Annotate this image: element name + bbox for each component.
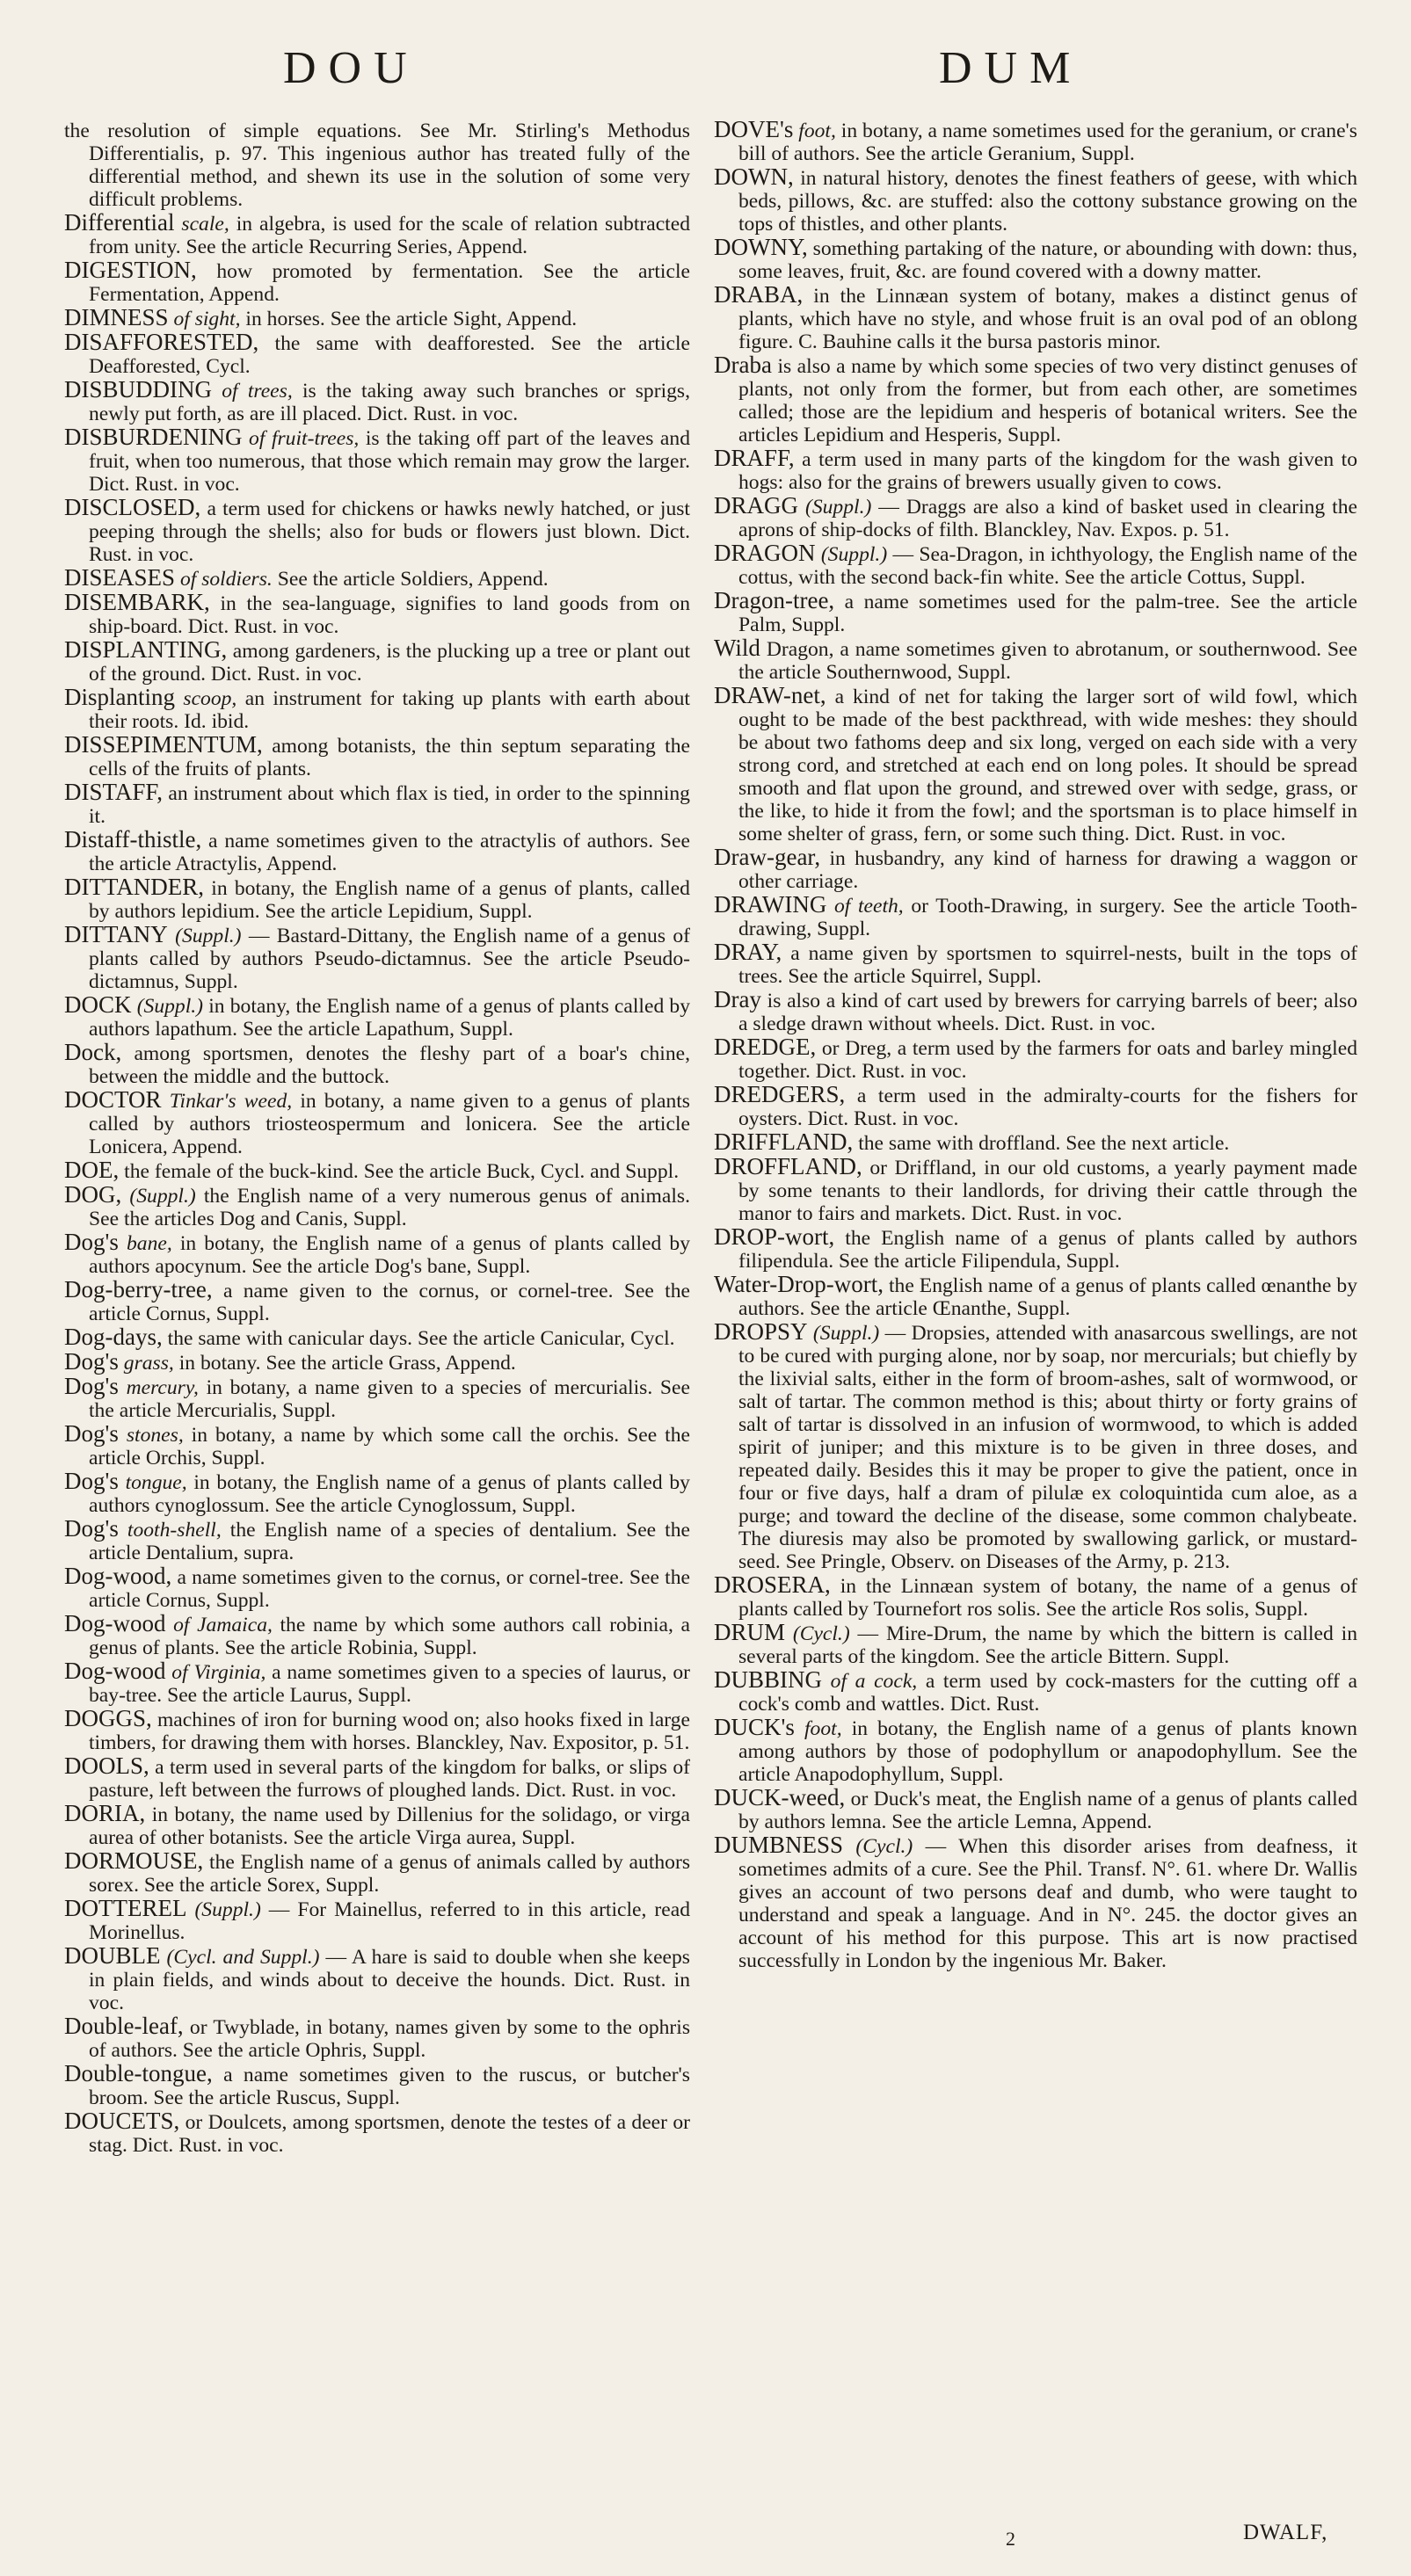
dictionary-entry [714,636,1357,684]
entry-definition: — Bastard-Dittany, the English name of a genus of plants called by authors Pseudo-dictamnus. See the article Pseudo-dictamnus, Suppl. [89,925,691,993]
dictionary-entry [64,1375,690,1422]
entry-definition: a name sometimes given to a species of laurus, or bay-tree. See the article Laurus, Suppl. [89,1661,691,1707]
dictionary-entry [64,1158,690,1183]
entry-definition: in botany, the English name of a genus of plants called by authors cynoglossum. See the article Cynoglossum, Suppl. [89,1471,690,1517]
entry-headword: DROPSY [714,1318,808,1345]
dictionary-entry [64,1944,690,2014]
dictionary-entry [714,845,1357,893]
dictionary-entry [64,2014,690,2062]
entry-definition: a name given by sportsmen to squirrel-nests, built in the tops of trees. See the article Squirrel, Suppl. [738,942,1357,988]
entry-headword: DOVE's [714,116,794,142]
entry-qualifier: of Jamaica, [173,1614,273,1636]
entry-definition: is the taking off part of the leaves and fruit, when too numerous, that those which remain may grow the larger. Dict. Rust. in voc. [89,427,690,496]
entry-headword: DRAGON [714,540,816,566]
entry-definition: or Twyblade, in botany, names given by some to the ophris of authors. See the article Ophris, Suppl. [89,2016,691,2062]
entry-definition: in botany, the English name of a genus of plants, called by authors lepidium. See the article Lepidium, Suppl. [89,877,690,923]
entry-qualifier: (Suppl.) [820,543,888,566]
entry-headword: Double-leaf, [64,2013,184,2039]
dictionary-entry [714,1833,1357,1972]
entry-headword: Draw-gear, [714,844,821,870]
entry-definition: how promoted by fermentation. See the article Fermentation, Append. [89,260,690,306]
dictionary-entry [64,1183,690,1230]
entry-headword: DOUCETS, [64,2108,180,2134]
entry-headword: DIGESTION, [64,257,197,283]
entry-headword: DORMOUSE, [64,1847,204,1874]
entry-definition: in botany, the English name of a genus of plants called by authors lapathum. See the article Lapathum, Suppl. [89,995,690,1041]
entry-headword: DISSEPIMENTUM, [64,731,263,758]
entry-headword: DROSERA, [714,1571,831,1598]
entry-definition: See the article Soldiers, Append. [277,568,549,591]
entry-qualifier: of Virginia, [171,1661,266,1684]
entry-definition: a term used in the admiralty-courts for the fishers for oysters. Dict. Rust. in voc. [738,1085,1357,1130]
entry-headword: DUCK-weed, [714,1784,846,1810]
entry-headword: Displanting [64,684,175,710]
dictionary-entry [64,733,690,780]
dictionary-entry [64,1564,690,1612]
dictionary-entry [64,118,690,211]
entry-headword: DISCLOSED, [64,494,201,520]
dictionary-entry [714,1716,1357,1786]
entry-qualifier: foot, [798,120,836,142]
dictionary-entry [714,893,1357,940]
dictionary-entry [64,258,690,306]
entry-definition: the name by which some authors call robinia, a genus of plants. See the article Robinia, Suppl. [89,1614,690,1659]
entry-qualifier: (Suppl.) [136,995,204,1018]
dictionary-entry [64,1612,690,1659]
entry-definition: in husbandry, any kind of harness for drawing a waggon or other carriage. [738,847,1357,893]
entry-definition: the English name of a species of dentalium. See the article Dentalium, supra. [89,1519,691,1564]
dictionary-entry [64,780,690,828]
dictionary-entry [714,1320,1357,1573]
entry-definition: in algebra, is used for the scale of relation subtracted from unity. See the article Recurring Series, Append. [89,213,691,258]
entry-definition: the English name of a genus of plants called œnanthe by authors. See the article Œnanthe, Suppl. [738,1274,1357,1320]
entry-definition: the English name of a very numerous genus of animals. See the articles Dog and Canis, Suppl. [89,1185,690,1230]
dictionary-entry [64,1230,690,1278]
entry-definition: a term used in several parts of the kingdom for balks, or slips of pasture, left between the furrows of ploughed lands. Dict. Rust. in voc. [89,1756,690,1802]
entry-definition: in botany. See the article Grass, Append. [178,1352,516,1375]
entry-headword: DOWNY, [714,234,808,260]
dictionary-entry [714,684,1357,845]
entry-headword: Wild [714,635,760,661]
entry-headword: DOE, [64,1157,120,1183]
right-column [714,118,1357,1972]
dictionary-entry [714,165,1357,236]
entry-qualifier: of trees, [222,380,293,403]
dictionary-entry [64,378,690,425]
entry-headword: DRAWING [714,891,827,918]
entry-definition: is also a name by which some species of two very distinct genuses of plants, not only from the former, but from each other, are sometimes called; those are the lepidium and hesperis of botanical writers. See the articles Lepidium and Hesperis, Suppl. [738,355,1357,446]
entry-headword: Dog-days, [64,1324,163,1350]
entry-headword: DISAFFORESTED, [64,329,259,355]
entry-definition: in botany, a name given to a genus of plants called by authors triosteospermum and lonicera. See the article Lonicera, Append. [89,1090,690,1158]
dictionary-entry [64,330,690,378]
entry-headword: Distaff-thistle, [64,826,202,853]
entry-definition: — Draggs are also a kind of basket used in clearing the aprons of ship-docks of filth. Blanckley, Nav. Expos. p. 51. [738,496,1357,541]
entry-definition: the same with droffland. See the next article. [858,1132,1230,1155]
entry-headword: Dog-wood [64,1610,166,1636]
entry-qualifier: of a cock, [830,1670,918,1693]
entry-headword: Dock, [64,1039,122,1065]
entry-definition: is the taking away such branches or sprigs, newly put forth, as are ill placed. Dict. Rust. in voc. [89,380,690,425]
entry-headword: DUBBING [714,1666,823,1693]
entry-qualifier: (Suppl.) [804,496,872,519]
entry-qualifier: (Suppl.) [812,1322,880,1345]
dictionary-entry [714,353,1357,446]
dictionary-entry [714,1621,1357,1668]
entry-definition: or Tooth-Drawing, in surgery. See the article Tooth-drawing, Suppl. [738,895,1358,940]
dictionary-entry [64,591,690,638]
entry-headword: Draba [714,352,772,378]
dictionary-entry [714,541,1357,589]
entry-headword: DOG, [64,1181,122,1208]
entry-definition: in the Linnæan system of botany, the name of a genus of plants called by Tournefort ros solis. See the article Ros solis, Suppl. [738,1575,1358,1621]
dictionary-entry [714,494,1357,541]
entry-headword: Water-Drop-wort, [714,1271,884,1297]
dictionary-entry [64,1849,690,1897]
entry-definition: an instrument for taking up plants with earth about their roots. Id. ibid. [89,687,690,733]
entry-qualifier: of soldiers. [179,568,273,591]
entry-definition: a term used by cock-masters for the cutting off a cock's comb and wattles. Dict. Rust. [738,1670,1357,1716]
entry-definition: a name given to the cornus, or cornel-tree. See the article Cornus, Suppl. [89,1280,690,1325]
entry-definition: the female of the buck-kind. See the article Buck, Cycl. and Suppl. [124,1160,680,1183]
entry-headword: DREDGERS, [714,1081,846,1107]
entry-headword: DRAY, [714,939,782,965]
entry-headword: Dray [714,986,761,1012]
entry-definition: or Duck's meat, the English name of a genus of plants called by authors lemna. See the article Lemna, Append. [738,1788,1357,1833]
entry-qualifier: tooth-shell, [127,1519,222,1542]
entry-headword: DROFFLAND, [714,1153,862,1179]
entry-definition: — When this disorder arises from deafness, it sometimes admits of a cure. See the Phil. Transf. N°. 61. where Dr. Wallis gives an account of two persons deaf and dumb, who were taught to understand and speak a language. And in N°. 245. the doctor gives an account of his method for this purpose. This art is now practised successfully in London by the ingenious Mr. Baker. [738,1835,1357,1972]
entry-definition: in natural history, denotes the finest feathers of geese, with which beds, pillows, &c. are stuffed: also the cottony substance growing on the tops of thistles, and other plants. [738,167,1357,236]
entry-definition: or Doulcets, among sportsmen, denote the testes of a deer or stag. Dict. Rust. in voc. [89,2111,690,2157]
dictionary-entry [64,2062,690,2109]
entry-definition: the resolution of simple equations. See Mr. Stirling's Methodus Differentialis, p. 97. This ingenious author has treated fully of the differential method, and shewn its use in the solution of some very difficult problems. [64,120,690,211]
entry-definition: a name sometimes given to the atractylis of authors. See the article Atractylis, Append. [89,830,690,875]
entry-headword: DORIA, [64,1800,146,1826]
entry-definition: a name sometimes given to the ruscus, or butcher's broom. See the article Ruscus, Suppl. [89,2064,690,2109]
entry-definition: — For Mainellus, referred to in this article, read Morinellus. [89,1898,690,1944]
entry-qualifier: bane, [126,1232,172,1255]
entry-definition: in horses. See the article Sight, Append. [245,308,578,330]
entry-definition: in the Linnæan system of botany, makes a distinct genus of plants, which have no style, and whose fruit is an oval pod of an oblong figure. C. Bauhine calls it the bursa pastoris minor. [738,285,1357,353]
entry-definition: in botany, a name by which some call the orchis. See the article Orchis, Suppl. [89,1424,690,1469]
entry-qualifier: stones, [126,1424,184,1447]
dictionary-entry [64,1350,690,1375]
entry-qualifier: (Cycl.) [792,1622,850,1645]
entry-headword: DOCK [64,991,132,1018]
dictionary-entry [714,1573,1357,1621]
entry-qualifier: Tinkar's weed, [169,1090,293,1113]
left-column [64,118,690,2157]
entry-headword: DROP-wort, [714,1223,835,1250]
dictionary-entry [714,988,1357,1035]
dictionary-entry [64,1325,690,1350]
dictionary-entry [64,1659,690,1707]
entry-qualifier: of teeth, [833,895,904,918]
dictionary-entry [714,1130,1357,1155]
dictionary-entry [64,1278,690,1325]
running-header [0,42,1411,104]
entry-definition: — Mire-Drum, the name by which the bittern is called in several parts of the kingdom. See the article Bittern. Suppl. [738,1622,1357,1668]
dictionary-entry [64,425,690,496]
entry-definition: — A hare is said to double when she keeps in plain fields, and winds about to deceive the hounds. Dict. Rust. in voc. [89,1946,690,2014]
dictionary-entry [714,236,1357,283]
catchword: DWALF, [1243,2521,1328,2544]
entry-headword: DITTANY [64,921,168,947]
entry-definition: the same with canicular days. See the article Canicular, Cycl. [167,1327,675,1350]
entry-headword: Dog's [64,1420,119,1447]
entry-definition: or Driffland, in our old customs, a yearly payment made by some tenants to their landlords, for driving their cattle through the manor to fairs and markets. Dict. Rust. in voc. [738,1157,1357,1225]
dictionary-entry [64,1517,690,1564]
entry-headword: DRUM [714,1619,786,1645]
entry-qualifier: (Suppl.) [194,1898,261,1921]
entry-definition: among botanists, the thin septum separating the cells of the fruits of plants. [89,735,691,780]
entry-definition: a term used for chickens or hawks newly hatched, or just peeping through the shells; also for buds or flowers just blown. Dict. Rust. in voc. [89,497,690,566]
entry-headword: DOTTEREL [64,1895,187,1921]
entry-headword: DISTAFF, [64,779,163,805]
dictionary-entry [714,446,1357,494]
page-number: 2 [1006,2528,1015,2550]
entry-headword: Dog-wood [64,1658,166,1684]
dictionary-entry [64,496,690,566]
dictionary-entry [714,1668,1357,1716]
entry-headword: DUCK's [714,1714,795,1740]
dictionary-entry [714,118,1357,165]
entry-headword: DOUBLE [64,1942,161,1969]
entry-qualifier: scoop, [183,687,237,710]
dictionary-entry [64,1897,690,1944]
dictionary-entry [714,940,1357,988]
entry-definition: in botany, the English name of a genus of plants known among authors by those of podophyllum or anapodophyllum. See the article Anapodophyllum, Suppl. [738,1717,1357,1786]
dictionary-entry [714,283,1357,353]
dictionary-entry [714,589,1357,636]
dictionary-entry [714,1786,1357,1833]
entry-headword: DRAFF, [714,445,795,471]
entry-headword: DISEASES [64,564,176,591]
entry-qualifier: foot, [804,1717,842,1740]
dictionary-entry [714,1083,1357,1130]
entry-headword: DRIFFLAND, [714,1128,854,1155]
entry-headword: DISPLANTING, [64,636,228,663]
entry-definition: Dragon, a name sometimes given to abrotanum, or southernwood. See the article Southernwood, Suppl. [738,638,1358,684]
dictionary-entry [64,1469,690,1517]
entry-definition: in botany, a name given to a species of mercurialis. See the article Mercurialis, Suppl. [89,1376,690,1422]
entry-headword: Dog's [64,1515,119,1542]
dictionary-entry [64,923,690,993]
entry-headword: DOOLS, [64,1752,149,1779]
entry-headword: DOGGS, [64,1705,152,1731]
entry-qualifier: of fruit-trees, [249,427,360,450]
entry-definition: — Sea-Dragon, in ichthyology, the English name of the cottus, with the second back-fin white. See the article Cottus, Suppl. [738,543,1357,589]
entry-headword: Dragon-tree, [714,587,835,613]
entry-definition: a name sometimes used for the palm-tree. See the article Palm, Suppl. [738,591,1357,636]
entry-headword: Dog's [64,1373,119,1399]
dictionary-entry [64,1088,690,1158]
right-headword: DUM [939,43,1083,93]
entry-qualifier: (Suppl.) [129,1185,196,1208]
entry-headword: Differential [64,209,175,236]
entry-definition: in botany, a name sometimes used for the geranium, or crane's bill of authors. See the article Geranium, Suppl. [738,120,1357,165]
entry-headword: DREDGE, [714,1034,817,1060]
entry-qualifier: grass, [123,1352,174,1375]
entry-headword: Dog's [64,1468,119,1494]
entry-definition: something partaking of the nature, or abounding with down: thus, some leaves, fruit, &c. are found covered with a downy matter. [738,237,1358,283]
entry-headword: DITTANDER, [64,874,205,900]
dictionary-entry [64,1802,690,1849]
entry-qualifier: (Suppl.) [175,925,242,947]
entry-definition: the English name of a genus of animals called by authors sorex. See the article Sorex, Suppl. [89,1851,691,1897]
entry-definition: or Dreg, a term used by the farmers for oats and barley mingled together. Dict. Rust. in voc. [738,1037,1358,1083]
entry-definition: among gardeners, is the plucking up a tree or plant out of the ground. Dict. Rust. in voc. [89,640,691,686]
dictionary-entry [64,1754,690,1802]
dictionary-entry [64,566,690,591]
dictionary-entry [64,1041,690,1088]
entry-headword: DISBUDDING [64,376,212,403]
entry-headword: DRAGG [714,492,799,519]
entry-definition: is also a kind of cart used by brewers for carrying barrels of beer; also a sledge drawn without wheels. Dict. Rust. in voc. [738,990,1357,1035]
left-headword: DOU [283,43,419,93]
dictionary-entry [64,828,690,875]
entry-qualifier: mercury, [126,1376,199,1399]
entry-headword: DISEMBARK, [64,589,210,615]
dictionary-entry [64,2109,690,2157]
entry-headword: Dog's [64,1229,119,1255]
entry-headword: DRAW-net, [714,682,826,708]
dictionary-entry [64,211,690,258]
entry-definition: — Dropsies, attended with anasarcous swellings, are not to be cured with purging alone, nor by soap, nor mercurials; but chiefly by the lixivial salts, either in the form of broom-ashes, salt of wormwood, or salt of tartar. The common method is this; about thirty or forty grains of salt of tartar is dissolved in an infusion of wormwood, to which is added spirit of juniper; and this mixture is to be given in three doses, and repeated daily. Besides this it may be proper to give the patient, once in four or five days, half a dram of pilulæ ex coloquintida cum aloe, as a purge; and toward the decline of the disease, some common chalybeate. The diuresis may also be promoted by swallowing garlick, or mustard-seed. See Pringle, Observ. on Diseases of the Army, p. 213. [738,1322,1357,1573]
entry-qualifier: tongue, [125,1471,187,1494]
dictionary-entry [714,1225,1357,1273]
entry-definition: the English name of a genus of plants called by authors filipendula. See the article Filipendula, Suppl. [738,1227,1357,1273]
entry-qualifier: (Cycl.) [855,1835,913,1858]
entry-definition: machines of iron for burning wood on; also hooks fixed in large timbers, for drawing them with horses. Blanckley, Nav. Expositor, p. 51. [89,1709,690,1754]
entry-headword: DUMBNESS [714,1832,844,1858]
entry-headword: Double-tongue, [64,2060,213,2086]
dictionary-entry [64,1707,690,1754]
dictionary-entry [714,1155,1357,1225]
dictionary-entry [64,638,690,686]
entry-definition: a name sometimes given to the cornus, or cornel-tree. See the article Cornus, Suppl. [89,1566,691,1612]
entry-headword: Dog-wood, [64,1563,172,1589]
entry-definition: an instrument about which flax is tied, in order to the spinning it. [89,782,690,828]
entry-definition: the same with deafforested. See the article Deafforested, Cycl. [89,332,690,378]
entry-headword: Dog's [64,1348,119,1375]
dictionary-entry [64,875,690,923]
entry-qualifier: (Cycl. and Suppl.) [166,1946,320,1969]
entry-definition: a kind of net for taking the larger sort of wild fowl, which ought to be made of the best packthread, with wide meshes: they should be about two fathoms deep and six long, verged on each side with a very strong cord, and stretched at each end on long poles. It should be spread smooth and flat upon the ground, and strewed over with sedge, grass, or the like, to hide it from the fowl; and the sportsman is to place himself in some shelter of grass, fern, or some such thing. Dict. Rust. in voc. [738,686,1357,845]
entry-headword: DOWN, [714,163,794,190]
entry-definition: in the sea-language, signifies to land goods from on ship-board. Dict. Rust. in voc. [89,592,690,638]
entry-headword: DRABA, [714,281,804,308]
entry-definition: in botany, the name used by Dillenius for the solidago, or virga aurea of other botanists. See the article Virga aurea, Suppl. [89,1803,690,1849]
dictionary-entry [714,1035,1357,1083]
dictionary-entry [64,993,690,1041]
dictionary-entry [64,1422,690,1469]
entry-headword: DOCTOR [64,1086,162,1113]
entry-headword: DIMNESS [64,304,169,330]
entry-definition: among sportsmen, denotes the fleshy part of a boar's chine, between the middle and the buttock. [89,1042,690,1088]
entry-definition: in botany, the English name of a genus of plants called by authors apocynum. See the article Dog's bane, Suppl. [89,1232,690,1278]
dictionary-entry [64,306,690,330]
dictionary-entry [64,686,690,733]
entry-qualifier: scale, [181,213,229,236]
entry-qualifier: of sight, [173,308,241,330]
entry-definition: a term used in many parts of the kingdom for the wash given to hogs: also for the grains of brewers usually given to cows. [738,448,1358,494]
dictionary-entry [714,1273,1357,1320]
entry-headword: DISBURDENING [64,424,243,450]
entry-headword: Dog-berry-tree, [64,1276,213,1303]
